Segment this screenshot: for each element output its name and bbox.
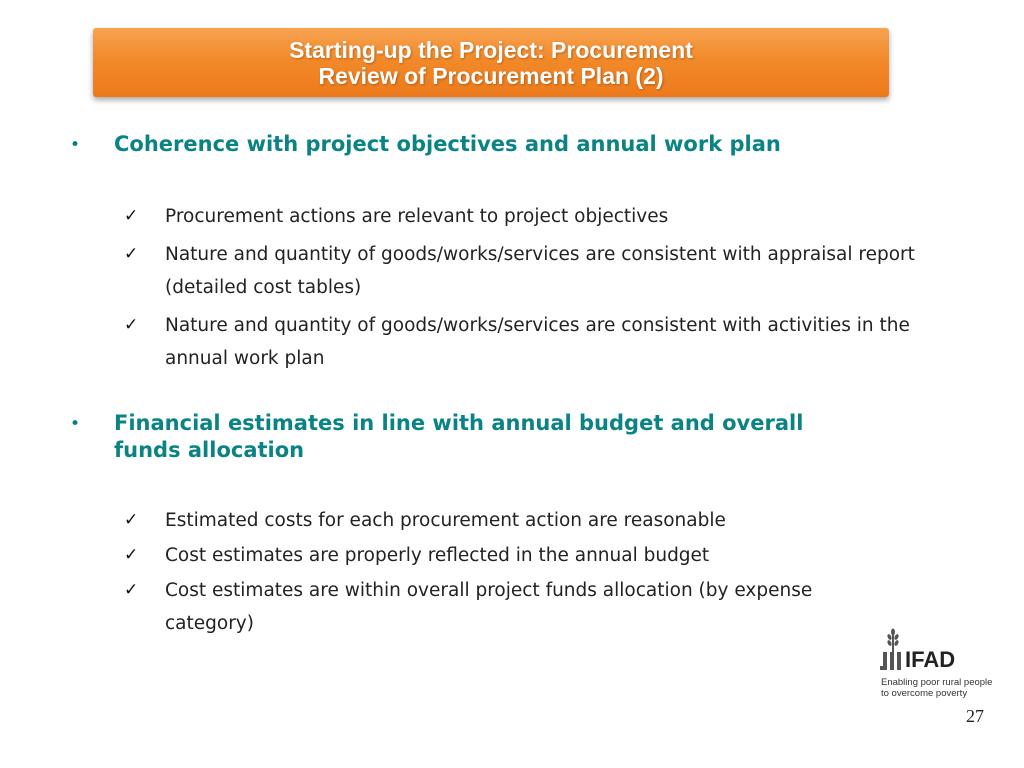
checkmark-icon: ✓: [124, 545, 139, 565]
logo-tagline-line1: Enabling poor rural people: [881, 677, 993, 688]
title-banner: [93, 28, 889, 97]
logo-wordmark: IFAD: [905, 647, 956, 672]
section-heading-text: Coherence with project objectives and annual work plan: [114, 132, 781, 156]
checklist-item: [124, 309, 924, 375]
checklist-item: [124, 504, 924, 537]
checklist-item-text: Nature and quantity of goods/works/services are consistent with appraisal report (detailed cost tables): [165, 244, 915, 298]
checkmark-icon: ✓: [124, 315, 139, 335]
checklist-item-text: Estimated costs for each procurement action are reasonable: [165, 510, 726, 531]
bullet-icon: •: [70, 414, 81, 434]
page-number: 27: [966, 706, 984, 726]
checklist-item: [124, 574, 884, 640]
logo-tagline-line2: to overcome poverty: [881, 688, 968, 699]
checklist-item-text: Procurement actions are relevant to project objectives: [165, 206, 669, 227]
checkmark-icon: ✓: [124, 244, 139, 264]
section-heading-1: [70, 131, 910, 158]
checklist-item: [124, 539, 924, 572]
section-heading-text: Financial estimates in line with annual budget and overall funds allocation: [114, 411, 804, 462]
wheat-figure-icon: [880, 628, 906, 674]
checkmark-icon: ✓: [124, 510, 139, 530]
checklist-item-text: Cost estimates are properly reflected in the annual budget: [165, 545, 710, 566]
slide-title-line2: Review of Procurement Plan (2): [318, 62, 664, 89]
checklist-item: [124, 238, 924, 304]
bullet-icon: •: [70, 135, 81, 155]
section-heading-2: [70, 410, 870, 464]
checklist-item: [124, 200, 924, 233]
checklist-item-text: Nature and quantity of goods/works/services are consistent with activities in the annual work plan: [165, 315, 910, 369]
logo-tagline: [881, 677, 1011, 699]
ifad-logo: [880, 628, 1010, 703]
slide-title-line1: Starting-up the Project: Procurement: [289, 36, 693, 63]
checklist-item-text: Cost estimates are within overall project funds allocation (by expense category): [165, 580, 813, 634]
checkmark-icon: ✓: [124, 580, 139, 600]
checkmark-icon: ✓: [124, 206, 139, 226]
